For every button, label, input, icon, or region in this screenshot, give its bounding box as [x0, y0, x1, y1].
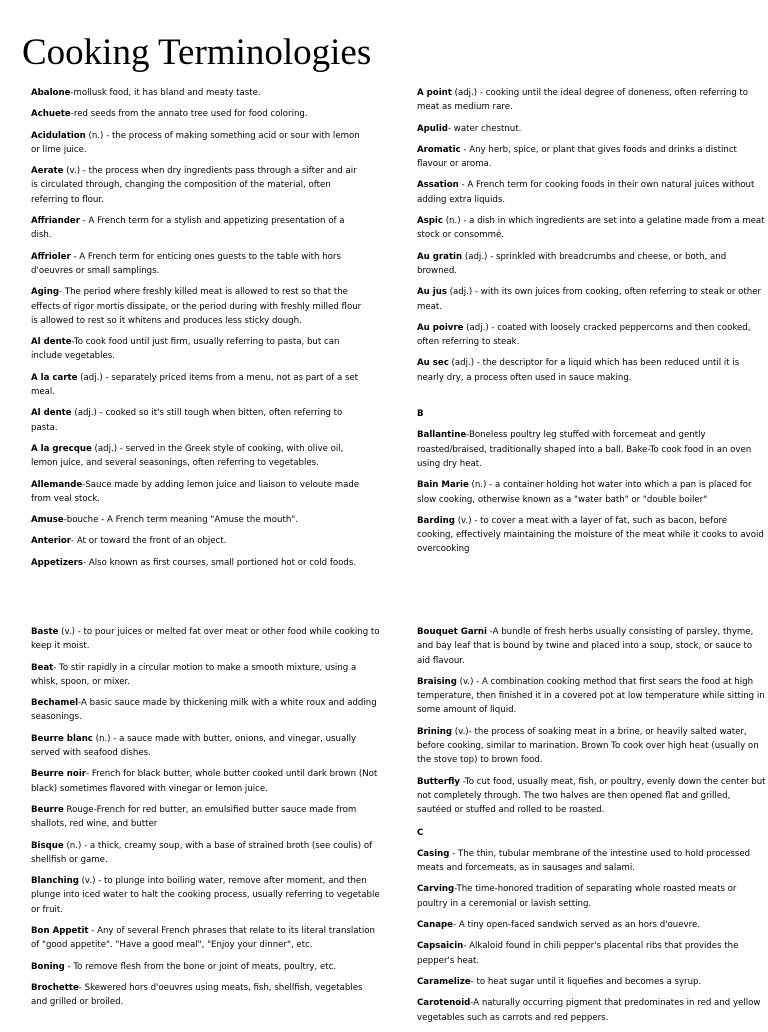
- glossary-entry: [31, 924, 380, 953]
- entry-definition: - French for black butter, whole butter cooked until dark brown (Not black) sometimes flavored with vinegar or lemon juice.: [31, 769, 378, 794]
- entry-term: Assation: [417, 180, 459, 191]
- entry-term: Aging: [31, 287, 60, 298]
- glossary-entry: [31, 732, 380, 761]
- entry-term: Canape: [417, 920, 454, 931]
- entry-term: Affriander: [31, 216, 80, 227]
- entry-definition: - water chestnut.: [447, 123, 522, 134]
- entry-definition: (adj.) - cooking until the ideal degree of doneness, often referring to meat as medium rare.: [417, 88, 749, 113]
- entry-definition: -Boneless poultry leg stuffed with forcemeat and gently roasted/braised, traditionally shaped into a ball. Bake-To cook food in an oven using dry heat.: [417, 430, 752, 469]
- glossary-entry: [417, 625, 767, 668]
- entry-term: Baste: [31, 627, 59, 637]
- glossary-entry: [31, 661, 380, 690]
- entry-definition: -red seeds from the annato tree used for food coloring.: [70, 109, 308, 120]
- glossary-entry: [31, 556, 366, 570]
- entry-definition: -mollusk food, it has bland and meaty taste.: [70, 88, 261, 98]
- glossary-entry: [31, 513, 366, 527]
- glossary-entry: [417, 122, 765, 136]
- entry-definition: (adj.) - cooked so it's still tough when bitten, often referring to pasta.: [31, 408, 343, 433]
- glossary-entry: [417, 356, 765, 385]
- glossary-column-b: [417, 86, 765, 564]
- entry-term: Butterfly: [417, 776, 460, 787]
- entry-term: Ballantine: [417, 430, 467, 441]
- entry-term: Brochette: [31, 982, 79, 993]
- glossary-entry: [31, 696, 380, 725]
- glossary-entry: [417, 975, 767, 989]
- entry-term: Beurre blanc: [31, 733, 93, 744]
- entry-term: Bisque: [31, 840, 64, 851]
- entry-term: Au gratin: [417, 251, 463, 262]
- entry-definition: (n.) - a sauce made with butter, onions, and vinegar, usually served with seafood dishes.: [31, 733, 357, 759]
- entry-definition: - At or toward the front of an object.: [71, 536, 227, 547]
- entry-term: Aerate: [31, 166, 64, 177]
- glossary-entry: [417, 882, 767, 911]
- entry-term: Abalone: [31, 88, 71, 98]
- entry-definition: - Also known as first courses, small portioned hot or cold foods.: [83, 557, 357, 568]
- entry-definition: (adj.) - sprinkled with breadcrumbs and cheese, or both, and browned.: [417, 251, 727, 276]
- glossary-entry: [417, 918, 767, 932]
- entry-definition: -To cook food until just firm, usually referring to pasta, but can include vegetables.: [31, 337, 340, 362]
- glossary-entry: [31, 874, 380, 917]
- entry-term: A point: [417, 88, 452, 98]
- entry-definition: - A French term for cooking foods in their own natural juices without adding extra liquids.: [417, 180, 755, 205]
- entry-definition: - Skewered hors d'oeuvres using meats, fish, shellfish, vegetables and grilled or broiled.: [31, 982, 363, 1008]
- entry-term: Anterior: [31, 536, 72, 547]
- glossary-entry: [31, 335, 366, 364]
- entry-definition: (n.) - the process of making something acid or sour with lemon or lime juice.: [31, 130, 360, 155]
- entry-definition: (v.)- the process of soaking meat in a brine, or heavily salted water, before cooking, similar to marination. Brown To cook over high heat (usually on the stove top) to brown food.: [417, 726, 759, 766]
- entry-definition: (v.) - to plunge into boiling water, remove after moment, and then plunge into iced water to halt the cooking process, usually referring to vegetable or fruit.: [31, 876, 380, 915]
- section-letter-b: B: [417, 409, 424, 420]
- entry-definition: - To remove flesh from the bone or joint of meats, poultry, etc.: [64, 961, 337, 972]
- entry-definition: (v.) - to pour juices or melted fat over meat or other food while cooking to keep it moist.: [31, 627, 380, 652]
- glossary-entry: [417, 939, 767, 968]
- glossary-entry: [417, 675, 767, 718]
- glossary-entry: [31, 250, 366, 279]
- glossary-entry: [31, 442, 366, 471]
- entry-term: Bouquet Garni: [417, 627, 487, 637]
- entry-term: Bechamel: [31, 698, 79, 709]
- entry-term: A la grecque: [31, 443, 92, 454]
- glossary-entry: [31, 86, 366, 100]
- entry-definition: -A naturally occurring pigment that predominates in red and yellow vegetables such as carrots and red peppers.: [417, 998, 761, 1023]
- entry-term: Capsaicin: [417, 941, 464, 952]
- glossary-entry: [417, 428, 765, 471]
- entry-term: Au jus: [417, 287, 447, 298]
- entry-term: Bain Marie: [417, 480, 469, 491]
- entry-term: Al dente: [31, 337, 72, 348]
- glossary-entry: [31, 285, 366, 328]
- glossary-entry: [31, 960, 380, 974]
- entry-term: Casing: [417, 848, 450, 859]
- entry-term: Amuse: [31, 515, 64, 526]
- page-title: Cooking Terminologies: [22, 32, 372, 73]
- entry-term: Bon Appetit: [31, 926, 89, 937]
- glossary-entry: [417, 250, 765, 279]
- entry-term: Boning: [31, 961, 65, 972]
- entry-term: Carving: [417, 884, 455, 895]
- entry-term: A la carte: [31, 372, 78, 383]
- entry-definition: - To stir rapidly in a circular motion to make a smooth mixture, using a whisk, spoon, or mixer.: [31, 662, 357, 687]
- glossary-column-c: [31, 625, 380, 1017]
- entry-definition: (adj.) - the descriptor for a liquid which has been reduced until it is nearly dry, a process often used in sauce making.: [417, 358, 740, 383]
- entry-definition: - A French term for enticing ones guests to the table with hors d'oeuvres or small samplings.: [31, 251, 341, 276]
- entry-definition: - The thin, tubular membrane of the intestine used to hold processed meats and forcemeats, as in sausages and salami.: [417, 848, 751, 874]
- glossary-entry: [417, 725, 767, 768]
- glossary-entry: [31, 534, 366, 548]
- entry-term: Beat: [31, 662, 54, 673]
- entry-definition: (v.) - to cover a meat with a layer of fat, such as bacon, before cooking, effectively maintaining the moisture of the meat while it cooks to avoid overcooking: [417, 515, 764, 555]
- glossary-entry: [31, 129, 366, 158]
- glossary-column-d: [417, 625, 767, 1032]
- entry-definition: (adj.) - separately priced items from a menu, not as part of a set meal.: [31, 372, 359, 398]
- entry-term: Apulid: [417, 123, 448, 134]
- entry-term: Beurre: [31, 804, 64, 815]
- entry-term: Carotenoid: [417, 998, 471, 1009]
- entry-definition: -A basic sauce made by thickening milk with a white roux and adding seasonings.: [31, 698, 377, 723]
- entry-term: Blanching: [31, 876, 79, 887]
- glossary-entry: [31, 214, 366, 243]
- entry-term: Barding: [417, 515, 455, 526]
- glossary-entry: [417, 321, 765, 350]
- entry-definition: - to heat sugar until it liquefies and becomes a syrup.: [470, 976, 702, 987]
- glossary-entry: [417, 285, 765, 314]
- entry-term: Braising: [417, 676, 457, 687]
- entry-term: Appetizers: [31, 557, 84, 568]
- glossary-entry: [31, 981, 380, 1010]
- glossary-entry: [417, 514, 765, 557]
- entry-definition: - Alkaloid found in chili pepper's placental ribs that provides the pepper's heat.: [417, 941, 739, 966]
- glossary-entry: [417, 214, 765, 243]
- entry-definition: -Sauce made by adding lemon juice and liaison to veloute made from veal stock.: [31, 479, 360, 504]
- entry-term: Achuete: [31, 109, 71, 120]
- glossary-entry: [31, 406, 366, 435]
- glossary-entry: [417, 143, 765, 172]
- glossary-entry: [31, 803, 380, 832]
- entry-definition: (v.) - A combination cooking method that first sears the food at high temperature, then finished it in a covered pot at low temperature while sitting in some amount of liquid.: [417, 676, 765, 716]
- entry-term: Beurre noir: [31, 769, 86, 780]
- entry-definition: - The period where freshly killed meat is allowed to rest so that the effects of rigor mortis dissipate, or the period during with freshly milled flour is allowed to rest so it whitens and produces less sticky dough.: [31, 287, 362, 326]
- entry-term: Acidulation: [31, 130, 86, 141]
- glossary-entry: [417, 996, 767, 1025]
- glossary-entry: [31, 164, 366, 207]
- glossary-entry: [31, 839, 380, 868]
- entry-term: Allemande: [31, 479, 83, 490]
- entry-term: Caramelize: [417, 976, 471, 987]
- entry-definition: - Any herb, spice, or plant that gives foods and drinks a distinct flavour or aroma.: [417, 144, 737, 170]
- entry-definition: -bouche - A French term meaning "Amuse the mouth".: [63, 515, 298, 526]
- entry-term: Aspic: [417, 216, 443, 227]
- glossary-entry: [31, 767, 380, 796]
- glossary-entry: [417, 847, 767, 876]
- entry-definition: - A tiny open-faced sandwich served as an hors d'ouevre.: [453, 920, 700, 931]
- glossary-entry: [31, 371, 366, 400]
- entry-term: Au poivre: [417, 322, 464, 333]
- entry-definition: -To cut food, usually meat, fish, or poultry, evenly down the center but not completely through. The two halves are then opened flat and grilled, sautéed or stuffed and rolled to be roasted.: [417, 776, 766, 816]
- entry-definition: (n.) - a dish in which ingredients are set into a gelatine made from a meat stock or consommé.: [417, 216, 765, 241]
- entry-definition: (v.) - the process when dry ingredients pass through a sifter and air is circulated through, changing the composition of the material, often referring to flour.: [31, 166, 357, 205]
- entry-term: Brining: [417, 726, 453, 737]
- entry-definition: - Any of several French phrases that relate to its literal translation of "good appetite". "Have a good meal", "Enjoy your dinner", etc.: [31, 926, 376, 951]
- entry-term: Affrioler: [31, 251, 71, 262]
- glossary-column-a: [31, 86, 366, 577]
- entry-definition: (adj.) - served in the Greek style of cooking, with olive oil, lemon juice, and several seasonings, often referring to vegetables.: [31, 443, 344, 469]
- entry-definition: (adj.) - with its own juices from cooking, often referring to steak or other meat.: [417, 287, 762, 312]
- entry-term: Al dente: [31, 408, 72, 419]
- entry-definition: (n.) - a container holding hot water into which a pan is placed for slow cooking, otherwise known as a "water bath" or "double boiler": [417, 480, 752, 505]
- entry-definition: -A bundle of fresh herbs usually consisting of parsley, thyme, and bay leaf that is bound by twine and placed into a soup, stock, or sauce to aid flavour.: [417, 627, 754, 666]
- glossary-entry: [417, 86, 765, 115]
- entry-term: Aromatic: [417, 144, 461, 155]
- entry-definition: Rouge-French for red butter, an emulsified butter sauce made from shallots, red wine, and butter: [31, 804, 357, 830]
- glossary-entry: [31, 107, 366, 121]
- glossary-entry: [417, 178, 765, 207]
- glossary-entry: [417, 478, 765, 507]
- entry-definition: (adj.) - coated with loosely cracked peppercorns and then cooked, often referring to steak.: [417, 322, 751, 348]
- section-letter-c: C: [417, 827, 424, 838]
- glossary-entry: [31, 625, 380, 654]
- glossary-entry: [417, 775, 767, 818]
- entry-definition: (n.) - a thick, creamy soup, with a base of strained broth (see coulis) of shellfish or game.: [31, 840, 373, 865]
- entry-definition: - A French term for a stylish and appetizing presentation of a dish.: [31, 216, 345, 241]
- glossary-entry: [31, 478, 366, 507]
- entry-term: Au sec: [417, 358, 449, 369]
- entry-definition: -The time-honored tradition of separating whole roasted meats or poultry in a ceremonial or lavish setting.: [417, 884, 737, 909]
